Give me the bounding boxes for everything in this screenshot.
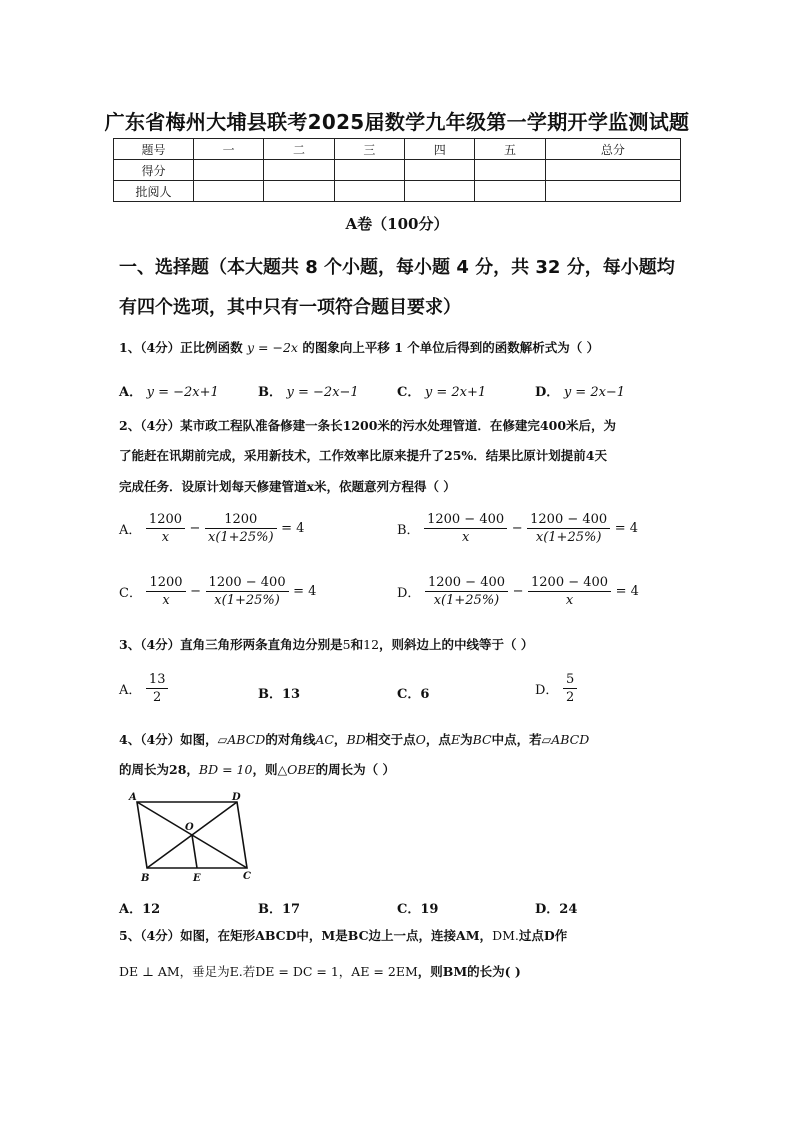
q2-option-a[interactable] (119, 512, 304, 545)
q3-stem-part: ，则斜边上的中线等于（ ） (379, 637, 534, 652)
numerator: 1200 (146, 512, 185, 529)
q1-option-c[interactable] (397, 381, 486, 400)
numerator: 1200 − 400 (206, 575, 289, 592)
denominator: x (565, 593, 574, 608)
q4-text: ，则 (252, 762, 278, 777)
segment-oe (192, 835, 197, 868)
q4-parallelogram: ▱ABCD (541, 732, 590, 747)
q4-text: 中点，若 (491, 732, 542, 747)
q4-ac: AC (315, 732, 334, 747)
score-table-header-row (114, 139, 681, 160)
denominator: x (162, 593, 170, 608)
q4-o: O (415, 732, 426, 747)
q3-option-b[interactable]: B．13 (258, 687, 301, 702)
q1-expr: y = −2x (247, 340, 298, 355)
parallelogram-figure (119, 790, 259, 885)
denominator: x (461, 530, 470, 545)
q4-triangle: △OBE (277, 762, 316, 777)
q3-option-a[interactable] (119, 672, 168, 705)
numerator: 1200 − 400 (528, 575, 611, 592)
minus-sign: − (190, 584, 202, 599)
q2-option-d[interactable] (397, 575, 639, 608)
q4-option-d[interactable]: D．24 (535, 902, 578, 917)
q5-condition: DE ⊥ AM，垂足为E.若DE = DC = 1，AE = 2EM (119, 964, 418, 979)
q1-prefix: 1、（4分）正比例函数 (119, 340, 243, 355)
option-label: A． (119, 683, 142, 698)
score-row-label: 得分 (114, 160, 194, 181)
q1-suffix: 的图象向上平移 1 个单位后得到的函数解析式为（ ） (302, 340, 600, 355)
reviewer-cell (334, 181, 404, 202)
q4-e: E (450, 732, 461, 747)
q4-option-b[interactable]: B．17 (258, 902, 301, 917)
question-1-stem (119, 333, 679, 363)
equation-rhs: = 4 (281, 521, 305, 536)
score-header-cell: 题号 (114, 139, 194, 160)
score-cell (194, 160, 264, 181)
section-heading-line1: 一、选择题（本大题共 8 个小题，每小题 4 分，共 32 分，每小题均 (119, 257, 675, 278)
question-5-line1 (119, 921, 679, 951)
denominator: 2 (153, 690, 162, 705)
q3-option-d[interactable] (535, 672, 577, 705)
point-label-b: B (141, 873, 150, 884)
question-3-stem (119, 630, 679, 660)
q4-bd: BD (346, 732, 366, 747)
minus-sign: − (189, 521, 201, 536)
option-label: C． (119, 586, 142, 601)
point-label-d: D (232, 792, 241, 803)
q3-stem-part: 3、（4分）直角三角形两条直角边分别是 (119, 637, 343, 652)
denominator: x (161, 530, 170, 545)
q1-option-b[interactable] (258, 381, 359, 400)
point-label-c: C (243, 871, 251, 882)
q5-dm: DM. (492, 928, 519, 943)
option-label: B． (397, 523, 420, 538)
score-header-cell: 二 (264, 139, 334, 160)
fraction (425, 575, 508, 608)
score-cell (405, 160, 475, 181)
fraction (146, 575, 185, 608)
question-2-line1: 2、（4分）某市政工程队准备修建一条长1200米的污水处理管道．在修建完400米后，为 (119, 418, 617, 433)
q4-parallelogram: ▱ABCD (217, 732, 266, 747)
score-cell (264, 160, 334, 181)
point-label-o: O (185, 822, 194, 833)
denominator: x(1+25%) (207, 530, 274, 545)
denominator: 2 (565, 690, 575, 705)
score-cell (334, 160, 404, 181)
q5-text: 5、（4分）如图，在矩形ABCD中，M是BC边上一点，连接AM， (119, 928, 493, 943)
numerator: 5 (563, 672, 577, 689)
fraction (527, 512, 610, 545)
q3-option-c[interactable]: C．6 (397, 687, 430, 702)
score-header-cell: 三 (334, 139, 404, 160)
score-header-cell: 一 (194, 139, 264, 160)
option-label: A． (119, 523, 142, 538)
minus-sign: − (512, 584, 524, 599)
option-label: C． (397, 385, 421, 400)
q4-text: ，点 (425, 732, 451, 747)
section-heading-line2: 有四个选项，其中只有一项符合题目要求） (119, 297, 461, 318)
q4-text: 的对角线 (265, 732, 316, 747)
q5-text: ，则BM的长为( ) (417, 964, 521, 979)
q3-stem-part: 和 (350, 637, 364, 652)
option-expr: y = 2x+1 (424, 385, 487, 400)
q3-leg-b: 12 (363, 637, 380, 652)
q1-option-a[interactable] (119, 381, 219, 400)
question-2-line2: 了能赶在讯期前完成，采用新技术，工作效率比原来提升了25%．结果比原计划提前4天 (119, 448, 607, 463)
exam-title: 广东省梅州大埔县联考2025届数学九年级第一学期开学监测试题 (104, 110, 690, 134)
question-4-line2 (119, 755, 679, 785)
score-cell (475, 160, 545, 181)
option-label: D． (397, 586, 421, 601)
reviewer-cell (264, 181, 334, 202)
reviewer-row (114, 181, 681, 202)
option-expr: y = −2x−1 (286, 385, 359, 400)
fraction (205, 512, 277, 545)
volume-title: A卷（100分） (345, 215, 449, 233)
point-label-a: A (129, 792, 137, 803)
q4-text: 的周长为28， (119, 762, 199, 777)
reviewer-cell (475, 181, 545, 202)
score-header-cell: 四 (405, 139, 475, 160)
option-label: D． (535, 683, 559, 698)
numerator: 1200 − 400 (527, 512, 610, 529)
option-label: B． (258, 385, 282, 400)
point-label-e: E (193, 873, 201, 884)
question-2-line3: 完成任务．设原计划每天修建管道x米，依题意列方程得（ ） (119, 479, 456, 494)
q4-option-c[interactable]: C．19 (397, 902, 439, 917)
score-cell (545, 160, 680, 181)
q4-text: 的周长为（ ） (315, 762, 395, 777)
q1-option-d[interactable] (535, 381, 625, 400)
reviewer-cell (545, 181, 680, 202)
option-expr: y = 2x−1 (563, 385, 626, 400)
fraction (146, 672, 169, 705)
numerator: 1200 − 400 (425, 575, 508, 592)
equation-rhs: = 4 (293, 584, 317, 599)
fraction (146, 512, 185, 545)
denominator: x(1+25%) (433, 593, 500, 608)
score-header-cell: 总分 (545, 139, 680, 160)
option-label: A． (119, 385, 143, 400)
equation-rhs: = 4 (614, 521, 639, 536)
q4-text: 相交于点 (365, 732, 416, 747)
numerator: 13 (146, 672, 169, 689)
reviewer-row-label: 批阅人 (114, 181, 194, 202)
minus-sign: − (511, 521, 523, 536)
q2-option-c[interactable] (119, 575, 316, 608)
q4-text: 为 (460, 732, 473, 747)
q4-bd-value: BD = 10 (198, 762, 253, 777)
q4-text: ， (333, 732, 347, 747)
equation-rhs: = 4 (615, 584, 639, 599)
reviewer-cell (405, 181, 475, 202)
q4-text: 4、（4分）如图， (119, 732, 218, 747)
denominator: x(1+25%) (214, 593, 280, 608)
score-table (113, 138, 681, 202)
numerator: 1200 − 400 (424, 512, 507, 529)
fraction (528, 575, 611, 608)
denominator: x(1+25%) (535, 530, 602, 545)
q3-leg-a: 5 (342, 637, 351, 652)
reviewer-cell (194, 181, 264, 202)
fraction (206, 575, 289, 608)
option-expr: y = −2x+1 (146, 385, 219, 400)
score-row (114, 160, 681, 181)
q4-bc: BC (472, 732, 492, 747)
question-4-line1 (119, 725, 679, 755)
fraction (424, 512, 507, 545)
numerator: 1200 (205, 512, 277, 529)
option-label: D． (535, 385, 560, 400)
q4-option-a[interactable]: A．12 (119, 902, 161, 917)
q5-text: 过点D作 (518, 928, 568, 943)
score-header-cell: 五 (475, 139, 545, 160)
q2-option-b[interactable] (397, 512, 638, 545)
question-5-line2 (119, 957, 679, 987)
numerator: 1200 (146, 575, 185, 592)
fraction (563, 672, 577, 705)
